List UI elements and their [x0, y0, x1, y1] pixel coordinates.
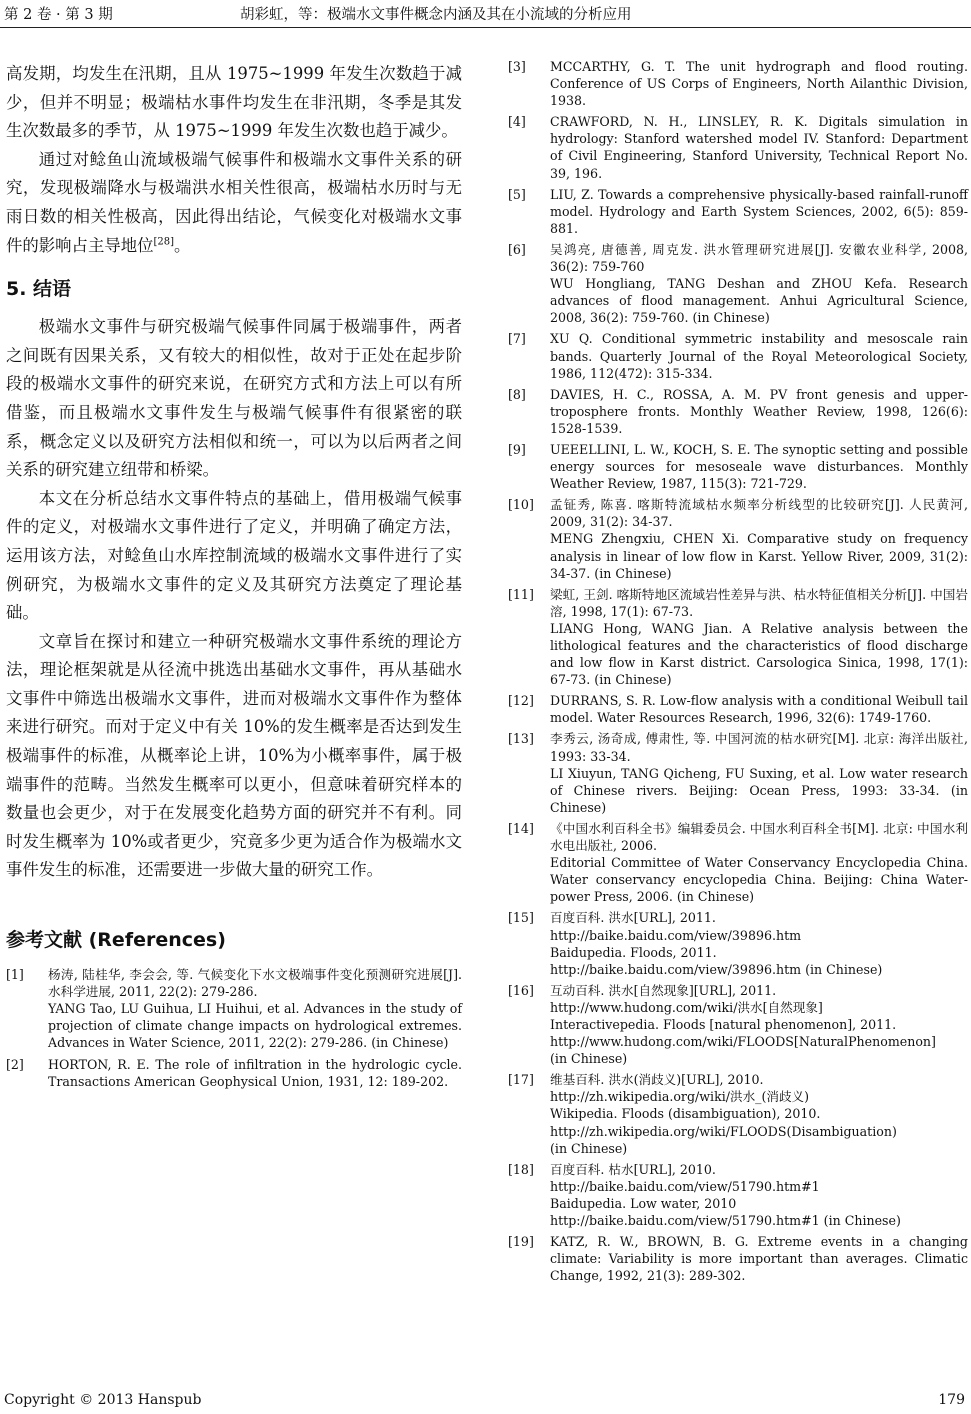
reference-url[interactable]: http://zh.wikipedia.org/wiki/洪水_(消歧义) [550, 1089, 810, 1105]
reference-text: HORTON, R. E. The role of infiltration in the hydrologic cycle. Transactions American Geophysical Union, 1931, 12: 189-202. [48, 1056, 462, 1089]
reference-item [508, 1161, 968, 1229]
reference-item [508, 1071, 968, 1156]
reference-text: 维基百科. 洪水(消歧义)[URL], 2010. [550, 1072, 764, 1088]
reference-item [508, 330, 968, 381]
reference-text: 梁虹, 王剑. 喀斯特地区流域岩性差异与洪、枯水特征值相关分析[J]. 中国岩溶, 1998, 17(1): 67-73. [550, 586, 968, 619]
reference-item [508, 58, 968, 109]
reference-item [508, 909, 968, 977]
reference-text: LI Xiuyun, TANG Qicheng, FU Suxing, et al. Low water research of Chinese rivers. Beijing: Ocean Press, 1993: 33-34. (in Chinese) [550, 765, 968, 815]
reference-item [508, 820, 968, 905]
header-rule [0, 27, 971, 28]
left-column [6, 60, 462, 1094]
running-header [0, 0, 971, 30]
reference-item [508, 496, 968, 581]
reference-text: Baidupedia. Low water, 2010 [550, 1195, 737, 1211]
reference-number: [5] [508, 186, 526, 202]
header-article-title: 胡彩虹，等：极端水文事件概念内涵及其在小流域的分析应用 [240, 7, 632, 23]
reference-text: 《中国水利百科全书》编辑委员会. 中国水利百科全书[M]. 北京: 中国水利水电出版社, 2006. [550, 820, 968, 854]
paragraph-conclusion-2: 本文在分析总结水文事件特点的基础上，借用极端气候事件的定义，对极端水文事件进行了定义，并明确了确定方法，运用该方法，对鲶鱼山水库控制流域的极端水文事件进行了实例研究，为极端水文事件的定义及其研究方法奠定了理论基础。 [6, 488, 462, 623]
reference-text: Editorial Committee of Water Conservancy Encyclopedia China. Water conservancy encyclopedia China. Beijing: China Water-power Press, 2006. (in Chinese) [550, 855, 968, 905]
reference-item [508, 386, 968, 437]
reference-item [6, 966, 462, 1051]
reference-text: 百度百科. 枯水[URL], 2010. [550, 1161, 716, 1177]
reference-text: UEEELLINI, L. W., KOCH, S. E. The synoptic setting and possible energy sources for mesoseale wave disturbances. Monthly Weather Review, 1987, 115(3): 721-729. [550, 441, 968, 492]
reference-number: [16] [508, 982, 534, 998]
reference-item [508, 982, 968, 1067]
reference-number: [17] [508, 1072, 534, 1088]
reference-text: Interactivepedia. Floods [natural phenomenon], 2011. [550, 1016, 897, 1032]
reference-text: DURRANS, S. R. Low-flow analysis with a conditional Weibull tail model. Water Resources Research, 1996, 32(6): 1749-1760. [550, 693, 968, 726]
paragraph-continued: 高发期，均发生在汛期，且从 1975~1999 年发生次数趋于减少，但并不明显；极端枯水事件均发生在非汛期，冬季是其发生次数最多的季节，从 1975~1999 年发生次数也趋于减少。 [6, 64, 462, 141]
reference-number: [9] [508, 441, 526, 457]
reference-text: 李秀云, 汤奇成, 傅肃性, 等. 中国河流的枯水研究[M]. 北京: 海洋出版社, 1993: 33-34. [550, 731, 968, 764]
reference-url[interactable]: http://baike.baidu.com/view/39896.htm (in Chinese) [550, 961, 883, 977]
reference-number: [14] [508, 820, 534, 836]
reference-number: [11] [508, 586, 534, 602]
reference-url[interactable]: http://zh.wikipedia.org/wiki/FLOODS(Disambiguation) [550, 1123, 897, 1139]
reference-number: [7] [508, 331, 526, 347]
reference-number: [1] [6, 967, 24, 983]
reference-text: LIU, Z. Towards a comprehensive physically-based rainfall-runoff model. Hydrology and Earth System Sciences, 2002, 6(5): 859-881. [550, 186, 968, 236]
reference-text: YANG Tao, LU Guihua, LI Huihui, et al. Advances in the study of projection of climate change impacts on hydrological extremes. Advances in Water Science, 2011, 22(2): 279-286. (in Chinese) [48, 1001, 462, 1051]
page-number: 179 [938, 1392, 965, 1408]
reference-item [6, 1056, 462, 1090]
reference-item [508, 186, 968, 237]
reference-number: [12] [508, 693, 534, 709]
reference-url[interactable]: http://baike.baidu.com/view/51790.htm#1 (in Chinese) [550, 1213, 901, 1228]
reference-url[interactable]: http://www.hudong.com/wiki/FLOODS[NaturalPhenomenon] [550, 1034, 936, 1050]
reference-text: 杨涛, 陆桂华, 李会会, 等. 气候变化下水文极端事件变化预测研究进展[J]. 水科学进展, 2011, 22(2): 279-286. [48, 967, 462, 1000]
citation-28[interactable]: [28] [153, 236, 175, 248]
reference-text: 互动百科. 洪水[自然现象][URL], 2011. [550, 982, 777, 998]
paragraph-relationship [6, 146, 462, 260]
reference-text: XU Q. Conditional symmetric instability and mesoscale rain bands. Quarterly Journal of the Royal Meteorological Society, 1986, 112(472): 315-334. [550, 331, 968, 381]
reference-item [508, 586, 968, 689]
reference-text: DAVIES, H. C., ROSSA, A. M. PV front genesis and upper-troposphere fronts. Monthly Weather Review, 1998, 126(6): 1528-1539. [550, 386, 968, 436]
paragraph-conclusion-1: 极端水文事件与研究极端气候事件同属于极端事件，两者之间既有因果关系，又有较大的相似性，故对于正处在起步阶段的极端水文事件的研究来说，在研究方式和方法上可以有所借鉴，而且极端水文事件发生与极端气候事件有很紧密的联系，概念定义以及研究方法相似和统一，可以为以后两者之间关系的研究建立纽带和桥梁。 [6, 317, 462, 480]
reference-number: [18] [508, 1161, 534, 1177]
reference-list-right [508, 58, 968, 1284]
reference-text: 吴鸿亮, 唐德善, 周克发. 洪水管理研究进展[J]. 安徽农业科学, 2008, 36(2): 759-760 [550, 241, 968, 275]
paragraph-conclusion-3: 文章旨在探讨和建立一种研究极端水文事件系统的理论方法，理论框架就是从径流中挑选出基础水文事件，再从基础水文事件中筛选出极端水文事件，进而对极端水文事件作为整体来进行研究。而对于定义中有关 10%的发生概率是否达到发生极端事件的标准，从概率论上讲，10%为小概率事件，属于极端事件的范畴。当然发生概率可以更小，但意味着研究样本的数量也会更少，对于在发展变化趋势方面的研究并不有利。同时发生概率为 10%或者更少，究竟多少更为适合作为极端水文事件发生的标准，还需要进一步做大量的研究工作。 [6, 631, 462, 880]
reference-number: [8] [508, 386, 526, 402]
reference-text: Wikipedia. Floods (disambiguation), 2010. [550, 1106, 821, 1122]
header-volume-issue: 第 2 卷 · 第 3 期 [4, 7, 113, 23]
reference-number: [10] [508, 497, 534, 513]
reference-item [508, 241, 968, 326]
reference-item [508, 692, 968, 726]
reference-number: [4] [508, 114, 526, 130]
reference-url[interactable]: http://baike.baidu.com/view/39896.htm [550, 927, 802, 943]
reference-text: KATZ, R. W., BROWN, B. G. Extreme events in a changing climate: Variability is more important than averages. Climatic Change, 1992, 21(3): 289-302. [550, 1234, 968, 1284]
paragraph-relationship-text: 通过对鲶鱼山流域极端气候事件和极端水文事件关系的研究，发现极端降水与极端洪水相关性很高，极端枯水历时与无雨日数的相关性极高，因此得出结论，气候变化对极端水文事件的影响占主导地位 [6, 149, 462, 255]
reference-text: Baidupedia. Floods, 2011. [550, 944, 717, 960]
reference-number: [2] [6, 1056, 24, 1072]
reference-number: [6] [508, 241, 526, 257]
reference-text: CRAWFORD, N. H., LINSLEY, R. K. Digitals simulation in hydrology: Stanford watershed model IV. Stanford: Department of Civil Engineering, Stanford University, Technical Report No. 39, 196. [550, 114, 968, 181]
reference-number: [15] [508, 910, 534, 926]
right-column [508, 58, 968, 1288]
reference-text: (in Chinese) [550, 1140, 628, 1156]
reference-text: MENG Zhengxiu, CHEN Xi. Comparative study on frequency analysis in linear of low flow in Karst. Yellow River, 2009, 31(2): 34-37. (in Chinese) [550, 531, 968, 581]
paragraph-relationship-end: 。 [174, 235, 191, 255]
reference-item [508, 1233, 968, 1284]
footer-copyright: Copyright © 2013 Hanspub [4, 1392, 202, 1408]
section-5-heading: 5. 结语 [6, 278, 72, 301]
reference-text: 孟钲秀, 陈喜. 喀斯特流域枯水频率分析线型的比较研究[J]. 人民黄河, 2009, 31(2): 34-37. [550, 497, 968, 530]
reference-text: MCCARTHY, G. T. The unit hydrograph and flood routing. Conference of US Corps of Engineers, North Ailanthic Division, 1938. [550, 59, 968, 109]
reference-number: [13] [508, 731, 534, 747]
reference-list-left [6, 966, 462, 1090]
reference-text: LIANG Hong, WANG Jian. A Relative analysis between the lithological features and the characteristics of flood discharge and low flow in Karst district. Carsologica Sinica, 1998, 17(1): 67-73. (in Chinese) [550, 620, 968, 688]
reference-item [508, 730, 968, 815]
reference-text: 百度百科. 洪水[URL], 2011. [550, 910, 716, 926]
reference-url[interactable]: http://baike.baidu.com/view/51790.htm#1 [550, 1178, 820, 1194]
reference-text: (in Chinese) [550, 1051, 628, 1067]
reference-text: WU Hongliang, TANG Deshan and ZHOU Kefa. Research advances of flood management. Anhui Agricultural Science, 2008, 36(2): 759-760. (in Chinese) [550, 276, 968, 326]
reference-item [508, 113, 968, 181]
references-heading: 参考文献 (References) [6, 929, 226, 952]
reference-number: [19] [508, 1234, 534, 1250]
reference-item [508, 441, 968, 492]
reference-url[interactable]: http://www.hudong.com/wiki/洪水[自然现象] [550, 999, 823, 1015]
reference-number: [3] [508, 59, 526, 74]
